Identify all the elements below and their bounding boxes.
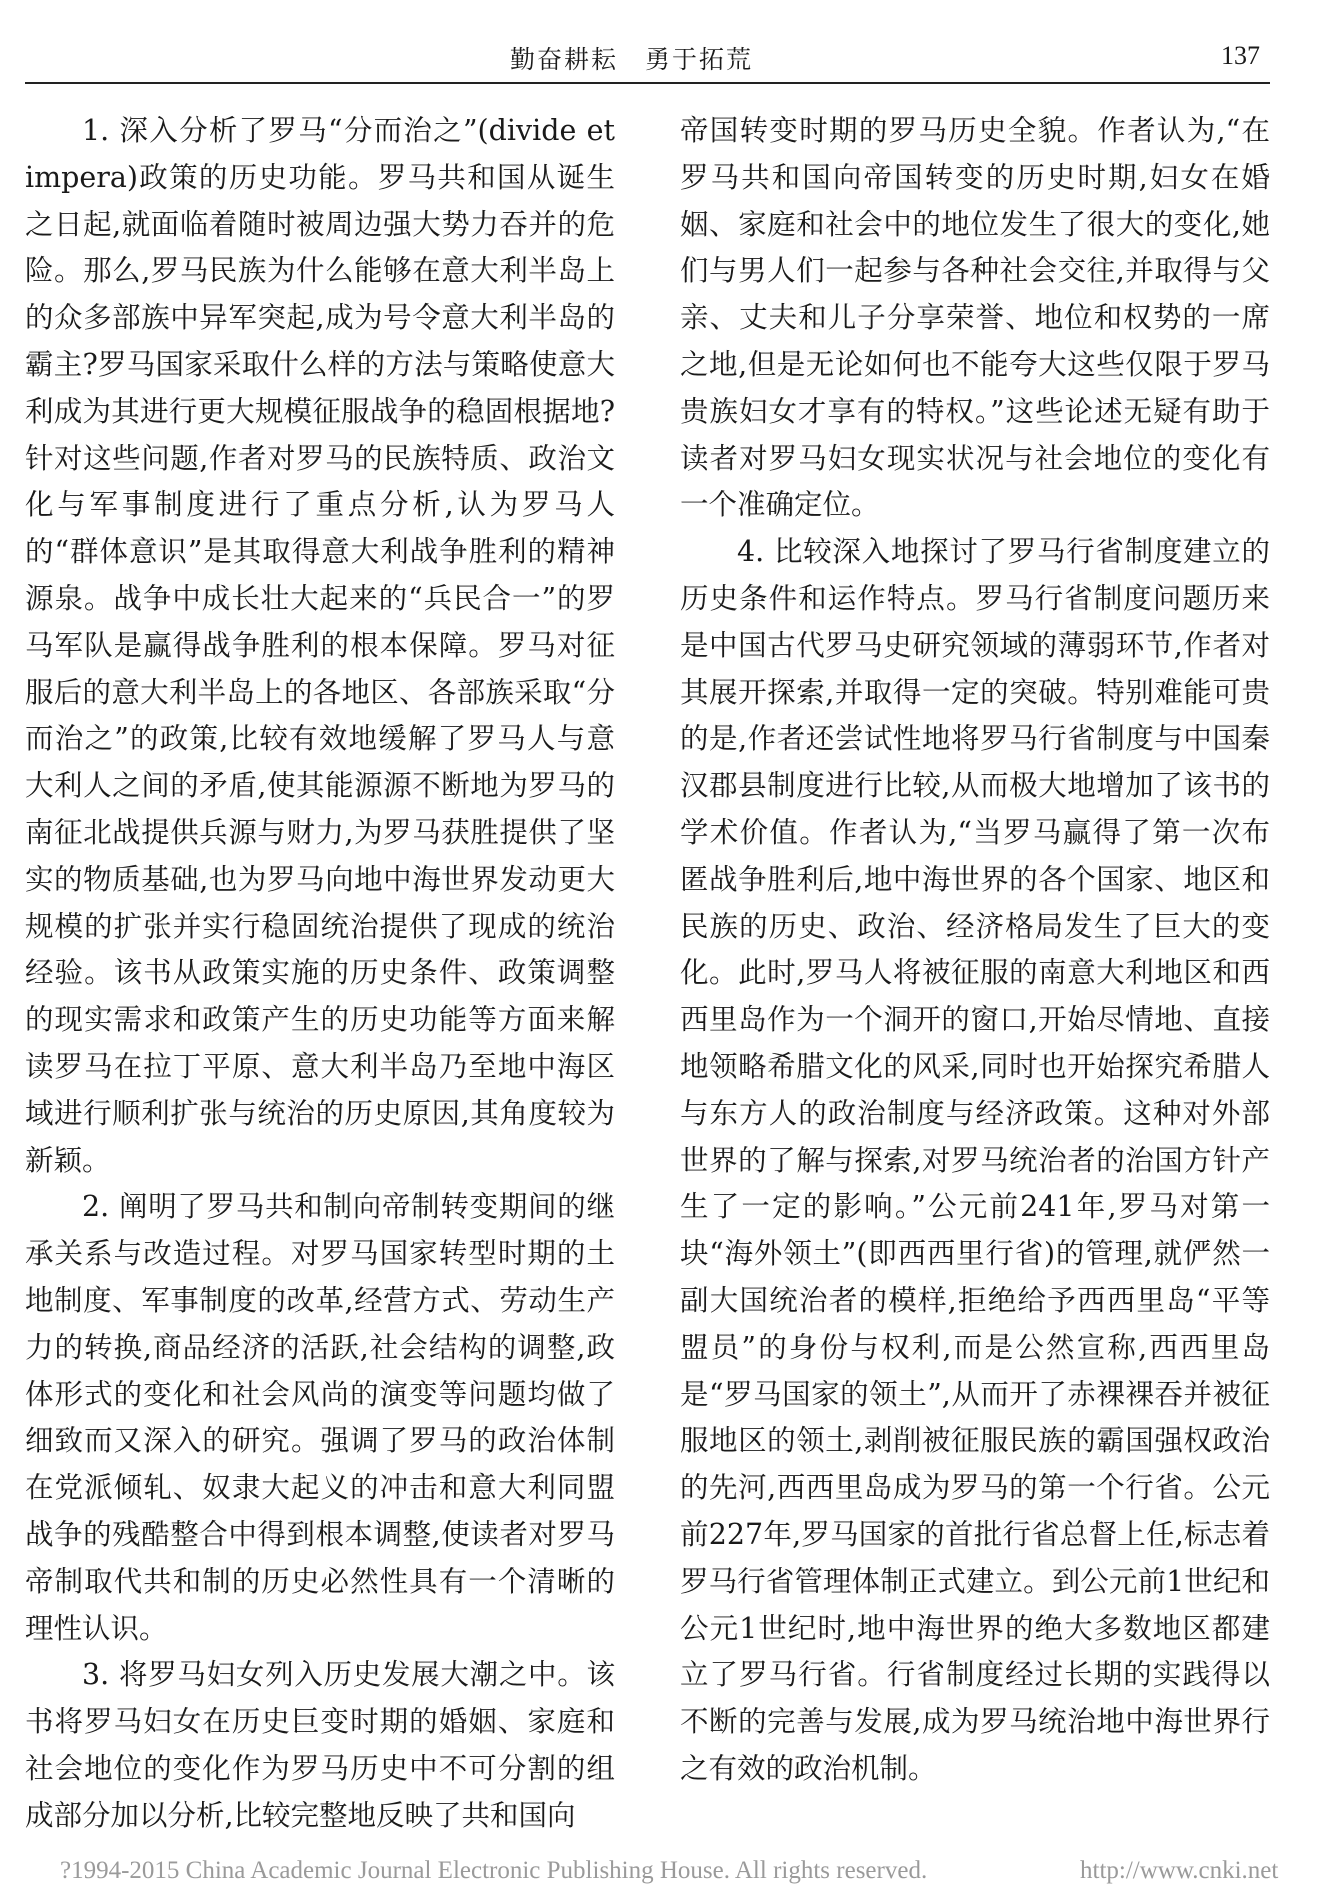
paragraph-3: 3. 将罗马妇女列入历史发展大潮之中。该书将罗马妇女在历史巨变时期的婚姻、家庭和社会地位的变化作为罗马历史中不可分割的组成部分加以分析,比较完整地反映了共和国向 — [25, 1658, 615, 1832]
paragraph-2: 2. 阐明了罗马共和制向帝制转变期间的继承关系与改造过程。对罗马国家转型时期的土地制度、军事制度的改革,经营方式、劳动生产力的转换,商品经济的活跃,社会结构的调整,政体形式的变化和社会风尚的演变等问题均做了细致而又深入的研究。强调了罗马的政治体制在党派倾轧、奴隶大起义的冲击和意大利同盟战争的残酷整合中得到根本调整,使读者对罗马帝制取代共和制的历史必然性具有一个清晰的理性认识。 — [25, 1190, 615, 1645]
page-number: 137 — [1221, 41, 1260, 70]
footer-url: http://www.cnki.net — [1080, 1857, 1279, 1884]
copyright-footer — [60, 1857, 1330, 1885]
paragraph-1: 1. 深入分析了罗马“分而治之”(divide et impera)政策的历史功能。罗马共和国从诞生之日起,就面临着随时被周边强大势力吞并的危险。那么,罗马民族为什么能够在意大利半岛上的众多部族中异军突起,成为号令意大利半岛的霸主?罗马国家采取什么样的方法与策略使意大利成为其进行更大规模征服战争的稳固根据地?针对这些问题,作者对罗马的民族特质、政治文化与军事制度进行了重点分析,认为罗马人的“群体意识”是其取得意大利战争胜利的精神源泉。战争中成长壮大起来的“兵民合一”的罗马军队是赢得战争胜利的根本保障。罗马对征服后的意大利半岛上的各地区、各部族采取“分而治之”的政策,比较有效地缓解了罗马人与意大利人之间的矛盾,使其能源源不断地为罗马的南征北战提供兵源与财力,为罗马获胜提供了坚实的物质基础,也为罗马向地中海世界发动更大规模的扩张并实行稳固统治提供了现成的统治经验。该书从政策实施的历史条件、政策调整的现实需求和政策产生的历史功能等方面来解读罗马在拉丁平原、意大利半岛乃至地中海区域进行顺利扩张与统治的历史原因,其角度较为新颖。 — [25, 114, 616, 1177]
running-header — [25, 36, 1270, 84]
right-column — [680, 108, 1270, 1793]
copyright-text: ?1994-2015 China Academic Journal Electronic Publishing House. All rights reserved. — [60, 1857, 928, 1884]
paragraph-4: 4. 比较深入地探讨了罗马行省制度建立的历史条件和运作特点。罗马行省制度问题历来是中国古代罗马史研究领域的薄弱环节,作者对其展开探索,并取得一定的突破。特别难能可贵的是,作者还尝试性地将罗马行省制度与中国秦汉郡县制度进行比较,从而极大地增加了该书的学术价值。作者认为,“当罗马赢得了第一次布匿战争胜利后,地中海世界的各个国家、地区和民族的历史、政治、经济格局发生了巨大的变化。此时,罗马人将被征服的南意大利地区和西西里岛作为一个洞开的窗口,开始尽情地、直接地领略希腊文化的风采,同时也开始探究希腊人与东方人的政治制度与经济政策。这种对外部世界的了解与探索,对罗马统治者的治国方针产生了一定的影响。”公元前241年,罗马对第一块“海外领土”(即西西里行省)的管理,就俨然一副大国统治者的模样,拒绝给予西西里岛“平等盟员”的身份与权利,而是公然宣称,西西里岛是“罗马国家的领土”,从而开了赤裸裸吞并被征服地区的领土,剥削被征服民族的霸国强权政治的先河,西西里岛成为罗马的第一个行省。公元前227年,罗马国家的首批行省总督上任,标志着罗马行省管理体制正式建立。到公元前1世纪和公元1世纪时,地中海世界的绝大多数地区都建立了罗马行省。行省制度经过长期的实践得以不断的完善与发展,成为罗马统治地中海世界行之有效的政治机制。 — [680, 535, 1270, 1785]
paragraph-3-continued: 帝国转变时期的罗马历史全貌。作者认为,“在罗马共和国向帝国转变的历史时期,妇女在婚姻、家庭和社会中的地位发生了很大的变化,她们与男人们一起参与各种社会交往,并取得与父亲、丈夫和儿子分享荣誉、地位和权势的一席之地,但是无论如何也不能夸大这些仅限于罗马贵族妇女才享有的特权。”这些论述无疑有助于读者对罗马妇女现实状况与社会地位的变化有一个准确定位。 — [680, 114, 1270, 522]
left-column — [25, 108, 615, 1839]
running-title: 勤奋耕耘 勇于拓荒 — [510, 45, 754, 74]
